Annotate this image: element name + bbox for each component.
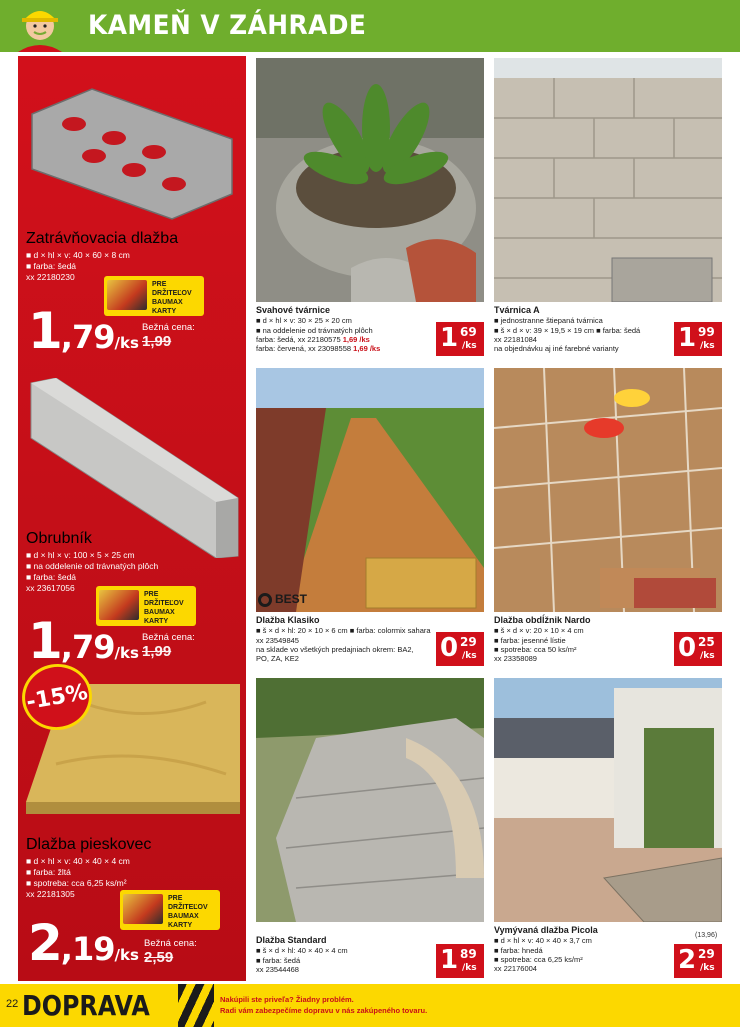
regular-price: Bežná cena: 1,99: [142, 632, 195, 660]
baumax-card-badge: PRE DRŽITEĽOV BAUMAX KARTY: [104, 276, 204, 316]
page-header: [0, 0, 740, 52]
product-price: 1 89 /ks: [436, 944, 484, 978]
product-caption: Vymývaná dlažba Picola ■ d × hl × v: 40 × 40 × 3,7 cm ■ farba: hnedá ■ spotreba: cca 6,25 ks/m² xx 22176004: [494, 925, 598, 974]
product-price: 1 99 /ks: [674, 322, 722, 356]
product-price: 0 29 /ks: [436, 632, 484, 666]
page-title: KAMEŇ V ZÁHRADE: [88, 10, 367, 41]
page-number: 22: [6, 998, 19, 1010]
footer-title: DOPRAVA: [22, 989, 150, 1022]
baumax-card-badge: PRE DRŽITEĽOV BAUMAX KARTY: [96, 586, 196, 626]
product-price: 1,79/ks: [28, 612, 139, 670]
product-caption: Dlažba Standard ■ š × d × hl: 40 × 40 × 4 cm ■ farba: šedá xx 23544468: [256, 935, 348, 974]
product-caption: Dlažba obdĺžnik Nardo ■ š × d × v: 20 × 10 × 4 cm ■ farba: jesenné lístie ■ spotreba: cca 50 ks/m² xx 23358089: [494, 615, 591, 664]
picola-patio-photo: [494, 678, 722, 922]
brand-logo: BEST: [258, 592, 307, 607]
hazard-stripe-icon: [178, 984, 214, 1027]
worker-mascot-icon: [10, 0, 72, 52]
grass-paver-image: [22, 84, 240, 224]
product-specs: ■ d × hl × v: 40 × 60 × 8 cm ■ farba: šedá xx 22180230: [26, 250, 130, 282]
product-caption: Svahové tvárnice ■ d × hl × v: 30 × 25 × 20 cm ■ na oddelenie od trávnatých plôch farba: šedá, xx 22180575 1,69 /ks farba: červená, xx 23098558 1,69 /ks: [256, 305, 381, 354]
product-name: Zatrávňovacia dlažba: [26, 230, 179, 247]
regular-price: Bežná cena: 1,99: [142, 322, 195, 350]
product-caption: Dlažba Klasiko ■ š × d × hl: 20 × 10 × 6 cm ■ farba: colormix sahara xx 23549845 na sklade vo všetkých predajniach okrem: BA2, PO, ZA, KE2: [256, 615, 431, 664]
product-caption: Tvárnica A ■ jednostranne štiepaná tvárnica ■ š × d × v: 39 × 19,5 × 19 cm ■ farba: šedá xx 22181084 na objednávku aj iné farebné varianty: [494, 305, 641, 354]
nardo-paving-photo: [494, 368, 722, 612]
product-specs: ■ d × hl × v: 40 × 40 × 4 cm ■ farba: žltá ■ spotreba: cca 6,25 ks/m² xx 22181305: [26, 856, 130, 899]
product-name: Dlažba pieskovec: [26, 836, 152, 853]
regular-price: Bežná cena: 2,59: [144, 938, 197, 966]
page-footer: [0, 984, 740, 1027]
product-price: 2 29 /ks: [674, 944, 722, 978]
product-price: 1,79/ks: [28, 302, 139, 360]
baumax-card-badge: PRE DRŽITEĽOV BAUMAX KARTY: [120, 890, 220, 930]
standard-paving-photo: [256, 678, 484, 922]
product-name: Obrubník: [26, 530, 92, 547]
footer-note: Nakúpili ste priveľa? Žiadny problém. Radi vám zabezpečíme dopravu v nás zakúpeného tovaru.: [220, 995, 428, 1015]
discount-badge: -15%: [17, 658, 97, 735]
slope-block-photo: [256, 58, 484, 302]
product-price: 1 69 /ks: [436, 322, 484, 356]
unit-price-note: (13,96): [695, 932, 718, 939]
best-logo-icon: [258, 593, 272, 607]
brick-path-photo: [256, 368, 484, 612]
product-price: 2,19/ks: [28, 914, 139, 972]
product-price: 0 25 /ks: [674, 632, 722, 666]
product-specs: ■ d × hl × v: 100 × 5 × 25 cm ■ na oddelenie od trávnatých plôch ■ farba: šedá xx 23617056: [26, 550, 159, 593]
block-wall-photo: [494, 58, 722, 302]
